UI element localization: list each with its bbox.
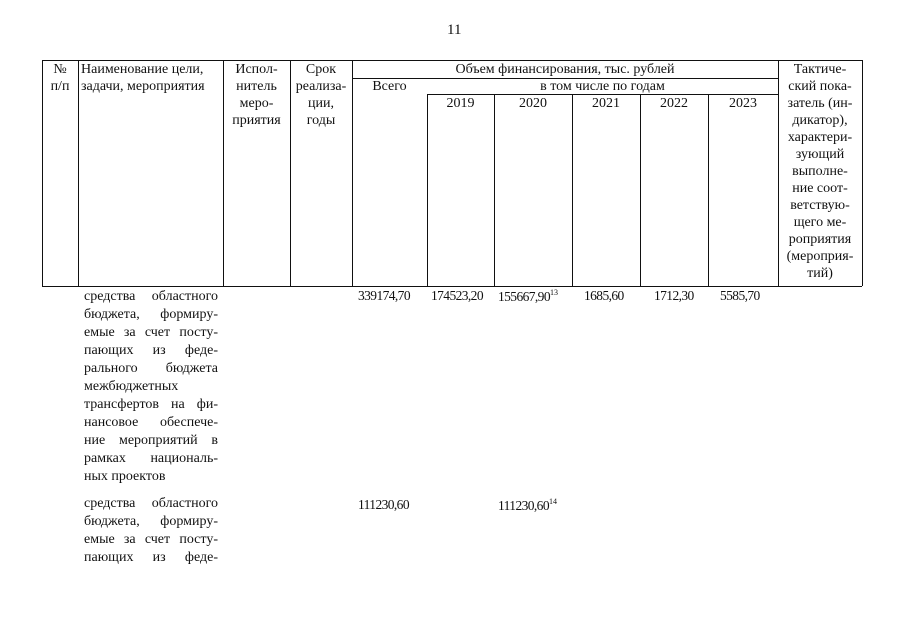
col-border — [572, 94, 573, 286]
table-header — [42, 60, 862, 286]
row-2023: 5585,70 — [720, 288, 760, 303]
header-by-year: в том числе по годам — [540, 79, 665, 94]
col-border — [640, 94, 641, 286]
row-total: 339174,70 — [358, 288, 410, 303]
header-bottom-border — [42, 286, 862, 287]
row-2022: 1712,30 — [654, 288, 694, 303]
header-year-2020: 2020 — [519, 96, 547, 111]
footnote-mark: 13 — [549, 288, 558, 297]
row-2019: 174523,20 — [431, 288, 483, 303]
footnote-mark: 14 — [548, 497, 557, 506]
header-total: Всего — [372, 79, 407, 94]
col-border — [427, 94, 428, 286]
header-year-2019: 2019 — [446, 96, 475, 111]
row-description: средства областного бюджета, формиру- емые за счет посту- пающих из феде- — [84, 496, 218, 565]
row-2020: 111230,60$^{14}$ — [498, 497, 557, 513]
row-2021: 1685,60 — [584, 288, 624, 303]
col-border — [78, 60, 79, 286]
row-description: средства областного бюджета, формиру- емые за счет посту- пающих из феде- рального бюджета межбюджетных трансфертов на фи- нансовое обеспече- ние мероприятий в рамках националь- ных проектов — [84, 289, 218, 484]
header-term: Срок реализа- ции, годы — [295, 62, 347, 128]
col-border — [862, 60, 863, 286]
header-executor: Испол- нитель меро- приятия — [232, 62, 281, 128]
header-name: Наименование цели, задачи, мероприятия — [81, 62, 205, 94]
col-border — [708, 94, 709, 286]
row-2020: 155667,90$^{13}$ — [498, 288, 558, 304]
header-year-2023: 2023 — [729, 96, 757, 111]
header-indicator: Тактиче- ский пока- затель (ин- дикатор), характери- зующий выполне- ние соот- ветствую- щего ме- роприятия (мероприя- тий) — [786, 62, 854, 281]
header-year-2022: 2022 — [660, 96, 688, 111]
row-total: 111230,60 — [358, 497, 409, 512]
header-funding-title: Объем финансирования, тыс. рублей — [455, 62, 675, 77]
page-number: 11 — [447, 22, 462, 38]
header-year-2021: 2021 — [592, 96, 620, 111]
col-border — [494, 94, 495, 286]
header-num: № п/п — [50, 62, 70, 94]
